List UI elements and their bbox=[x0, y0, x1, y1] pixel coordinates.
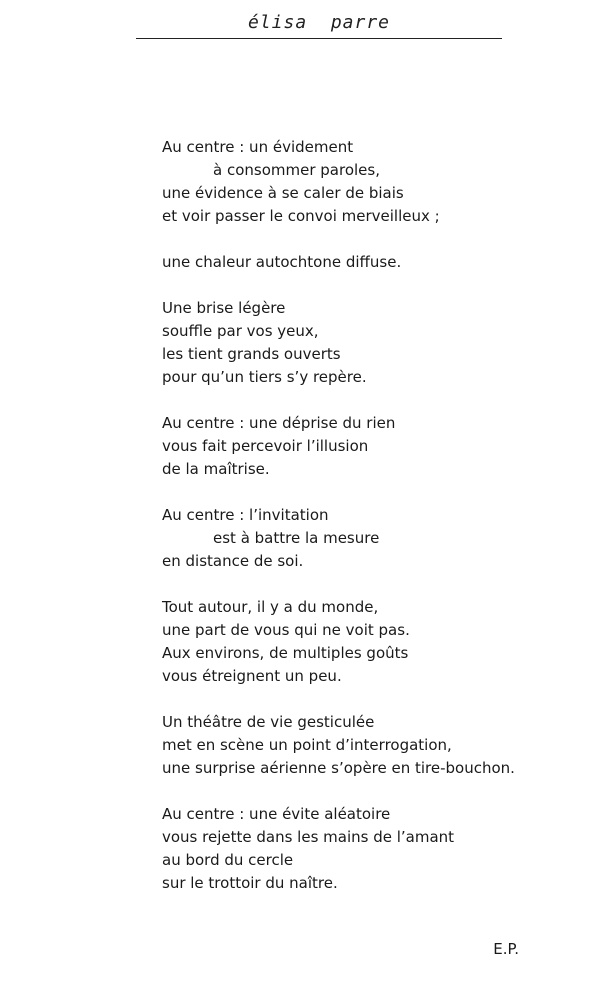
poem-stanza bbox=[162, 711, 582, 780]
poem-line: Au centre : un évidement bbox=[162, 138, 354, 156]
poem-line: à consommer paroles, bbox=[213, 161, 380, 179]
poem-stanza bbox=[162, 297, 582, 389]
poem-line: une évidence à se caler de biais bbox=[162, 184, 404, 202]
poem-line: Au centre : l’invitation bbox=[162, 506, 329, 524]
poem-line: de la maîtrise. bbox=[162, 460, 270, 478]
poem-stanza bbox=[162, 504, 582, 573]
poem-line: les tient grands ouverts bbox=[162, 345, 341, 363]
poem-stanza bbox=[162, 136, 582, 228]
poem-line: et voir passer le convoi merveilleux ; bbox=[162, 207, 440, 225]
poem-line: souffle par vos yeux, bbox=[162, 322, 319, 340]
poem-line: au bord du cercle bbox=[162, 851, 294, 869]
poem-line: Tout autour, il y a du monde, bbox=[162, 598, 379, 616]
poem-line: vous rejette dans les mains de l’amant bbox=[162, 828, 455, 846]
poem-line: Un théâtre de vie gesticulée bbox=[162, 713, 375, 731]
poem-line: une part de vous qui ne voit pas. bbox=[162, 621, 410, 639]
poem-stanza bbox=[162, 412, 582, 481]
poem-stanza bbox=[162, 596, 582, 688]
poem-line: pour qu’un tiers s’y repère. bbox=[162, 368, 367, 386]
poem-line: une surprise aérienne s’opère en tire-bouchon. bbox=[162, 759, 515, 777]
poem-line: est à battre la mesure bbox=[213, 529, 380, 547]
poem-line: Une brise légère bbox=[162, 299, 286, 317]
author-name: élisa parre bbox=[247, 12, 391, 33]
signature: E.P. bbox=[493, 940, 519, 958]
poem-stanza bbox=[162, 251, 582, 274]
poem-line: vous étreignent un peu. bbox=[162, 667, 342, 685]
poem-line: Au centre : une évite aléatoire bbox=[162, 805, 391, 823]
poem-body bbox=[162, 136, 582, 895]
poem-line: en distance de soi. bbox=[162, 552, 304, 570]
poem-stanza bbox=[162, 803, 582, 895]
poem-line: une chaleur autochtone diffuse. bbox=[162, 253, 402, 271]
poem-line: vous fait percevoir l’illusion bbox=[162, 437, 369, 455]
poem-line: met en scène un point d’interrogation, bbox=[162, 736, 452, 754]
poem-line: Aux environs, de multiples goûts bbox=[162, 644, 409, 662]
poem-line: sur le trottoir du naître. bbox=[162, 874, 338, 892]
page-header bbox=[136, 10, 502, 39]
poem-line: Au centre : une déprise du rien bbox=[162, 414, 396, 432]
